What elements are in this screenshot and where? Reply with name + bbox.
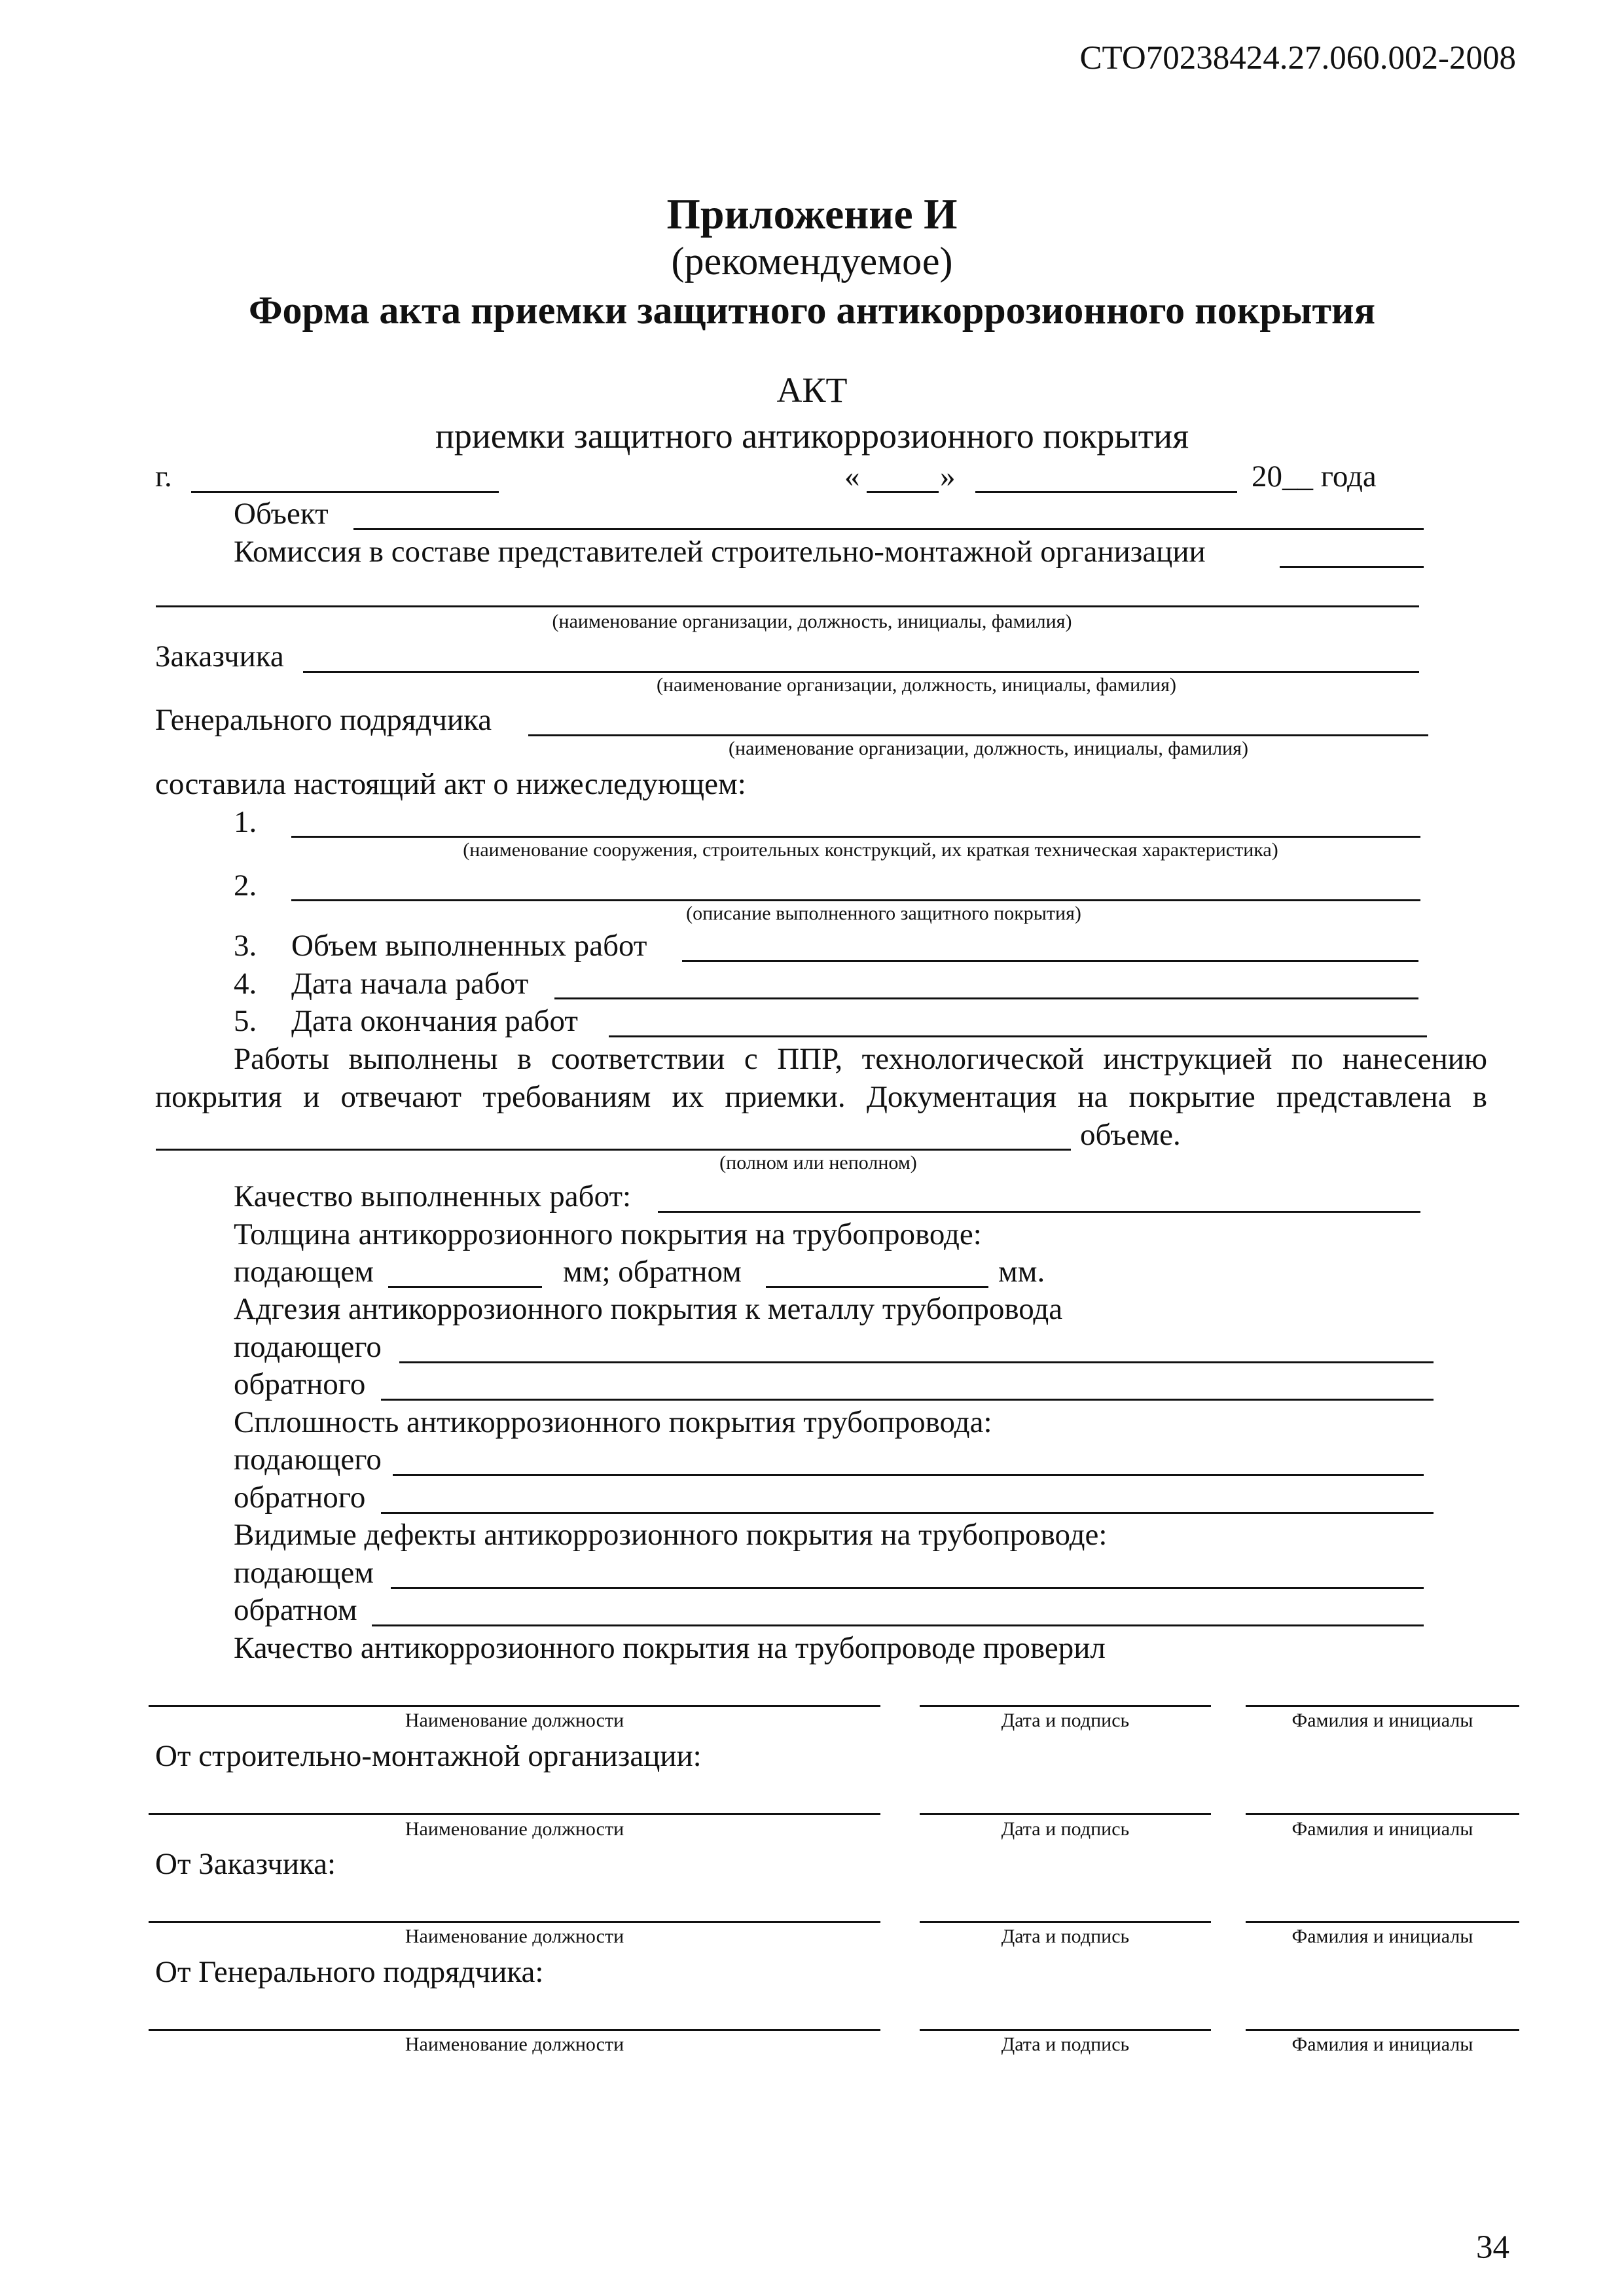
thickness-return-field[interactable] [766,1286,988,1288]
item-1-number: 1. [234,805,257,839]
customer-date-signature-field[interactable] [920,1921,1211,1923]
volume-suffix: объеме. [1080,1118,1181,1152]
construction-position-caption: Наименование должности [405,1818,624,1840]
volume-caption: (полном или неполном) [719,1152,917,1174]
defects-supply-label: подающем [234,1556,374,1590]
item-1-caption: (наименование сооружения, строительных конструкций, их краткая техническая характеристика) [463,839,1278,861]
construction-org-field-2[interactable] [156,605,1419,607]
adhesion-label: Адгезия антикоррозионного покрытия к металлу трубопровода [234,1292,1063,1326]
work-volume-field[interactable] [682,960,1418,962]
customer-position-field[interactable] [149,1921,880,1923]
item-2-number: 2. [234,869,257,903]
customer-name-field[interactable] [1246,1921,1519,1923]
general-position-field[interactable] [149,2029,880,2031]
adhesion-supply-label: подающего [234,1330,382,1364]
checker-date-signature-field[interactable] [920,1705,1211,1707]
general-date-signature-field[interactable] [920,2029,1211,2031]
continuity-supply-field[interactable] [393,1474,1424,1476]
date-quote-close: » [940,459,956,493]
city-field[interactable] [191,491,499,493]
documentation-volume-field[interactable] [156,1149,1071,1151]
general-position-caption: Наименование должности [405,2034,624,2055]
defects-label: Видимые дефекты антикоррозионного покрытия на трубопроводе: [234,1518,1108,1552]
construction-org-caption: (наименование организации, должность, инициалы, фамилия) [552,611,1072,632]
customer-caption: (наименование организации, должность, инициалы, фамилия) [657,674,1176,696]
page-number: 34 [1476,2229,1509,2266]
construction-date-caption: Дата и подпись [1001,1818,1130,1840]
from-construction-label: От строительно-монтажной организации: [155,1739,702,1773]
object-field[interactable] [353,528,1424,530]
general-date-caption: Дата и подпись [1001,2034,1130,2055]
checker-position-field[interactable] [149,1705,880,1707]
customer-name-caption: Фамилия и инициалы [1291,1926,1473,1947]
item-5-label: Дата окончания работ [291,1004,578,1038]
end-date-field[interactable] [609,1035,1427,1037]
customer-label: Заказчика [155,639,284,673]
act-title: АКТ [776,370,848,410]
customer-field[interactable] [303,671,1419,673]
start-date-field[interactable] [554,997,1418,999]
adhesion-supply-field[interactable] [399,1361,1434,1363]
thickness-label: Толщина антикоррозионного покрытия на трубопроводе: [234,1217,982,1251]
checked-label: Качество антикоррозионного покрытия на трубопроводе проверил [234,1631,1106,1665]
thickness-return-label: мм; обратном [563,1255,742,1289]
continuity-label: Сплошность антикоррозионного покрытия трубопровода: [234,1405,992,1439]
thickness-supply-field[interactable] [388,1286,542,1288]
checker-date-caption: Дата и подпись [1001,1710,1130,1731]
paragraph-line-2: покрытия и отвечают требованиям их приемки. Документация на покрытие представлена в [155,1080,1487,1114]
general-contractor-field[interactable] [528,734,1428,736]
act-subtitle: приемки защитного антикоррозионного покрытия [435,416,1189,456]
defects-supply-field[interactable] [391,1587,1424,1589]
construction-position-field[interactable] [149,1813,880,1815]
paragraph-line-1: Работы выполнены в соответствии с ППР, технологической инструкцией по нанесению [234,1042,1487,1076]
item-2-caption: (описание выполненного защитного покрытия) [686,903,1081,924]
composed-text: составила настоящий акт о нижеследующем: [155,767,746,801]
city-label: г. [155,459,172,493]
construction-name-caption: Фамилия и инициалы [1291,1818,1473,1840]
item-4-number: 4. [234,967,257,1001]
checker-name-field[interactable] [1246,1705,1519,1707]
adhesion-return-field[interactable] [381,1399,1434,1401]
general-contractor-caption: (наименование организации, должность, инициалы, фамилия) [729,738,1248,759]
appendix-title: Приложение И [666,190,958,238]
construction-org-field[interactable] [1280,566,1424,568]
checker-position-caption: Наименование должности [405,1710,624,1731]
quality-field[interactable] [658,1211,1420,1213]
defects-return-field[interactable] [372,1624,1424,1626]
form-title: Форма акта приемки защитного антикоррозионного покрытия [248,289,1376,332]
day-field[interactable] [867,491,939,493]
year-label: 20__ года [1252,459,1377,493]
appendix-note: (рекомендуемое) [671,240,953,283]
thickness-unit: мм. [998,1255,1045,1289]
construction-name-field[interactable] [1246,1813,1519,1815]
general-name-field[interactable] [1246,2029,1519,2031]
construction-date-signature-field[interactable] [920,1813,1211,1815]
document-code: СТО70238424.27.060.002-2008 [1079,40,1516,77]
object-label: Объект [234,497,329,531]
customer-position-caption: Наименование должности [405,1926,624,1947]
from-general-contractor-label: От Генерального подрядчика: [155,1955,544,1989]
item-4-label: Дата начала работ [291,967,529,1001]
commission-label: Комиссия в составе представителей строительно-монтажной организации [234,535,1206,569]
defects-return-label: обратном [234,1593,357,1627]
item-1-field[interactable] [291,836,1420,838]
checker-name-caption: Фамилия и инициалы [1291,1710,1473,1731]
item-3-label: Объем выполненных работ [291,929,647,963]
general-contractor-label: Генерального подрядчика [155,703,492,737]
item-3-number: 3. [234,929,257,963]
adhesion-return-label: обратного [234,1367,366,1401]
item-5-number: 5. [234,1004,257,1038]
general-name-caption: Фамилия и инициалы [1291,2034,1473,2055]
date-quote-open: « [844,459,860,493]
thickness-supply-label: подающем [234,1255,374,1289]
quality-label: Качество выполненных работ: [234,1179,632,1213]
customer-date-caption: Дата и подпись [1001,1926,1130,1947]
continuity-return-field[interactable] [381,1512,1434,1514]
continuity-supply-label: подающего [234,1443,382,1477]
continuity-return-label: обратного [234,1480,366,1515]
month-field[interactable] [975,491,1237,493]
from-customer-label: От Заказчика: [155,1847,336,1881]
item-2-field[interactable] [291,899,1420,901]
